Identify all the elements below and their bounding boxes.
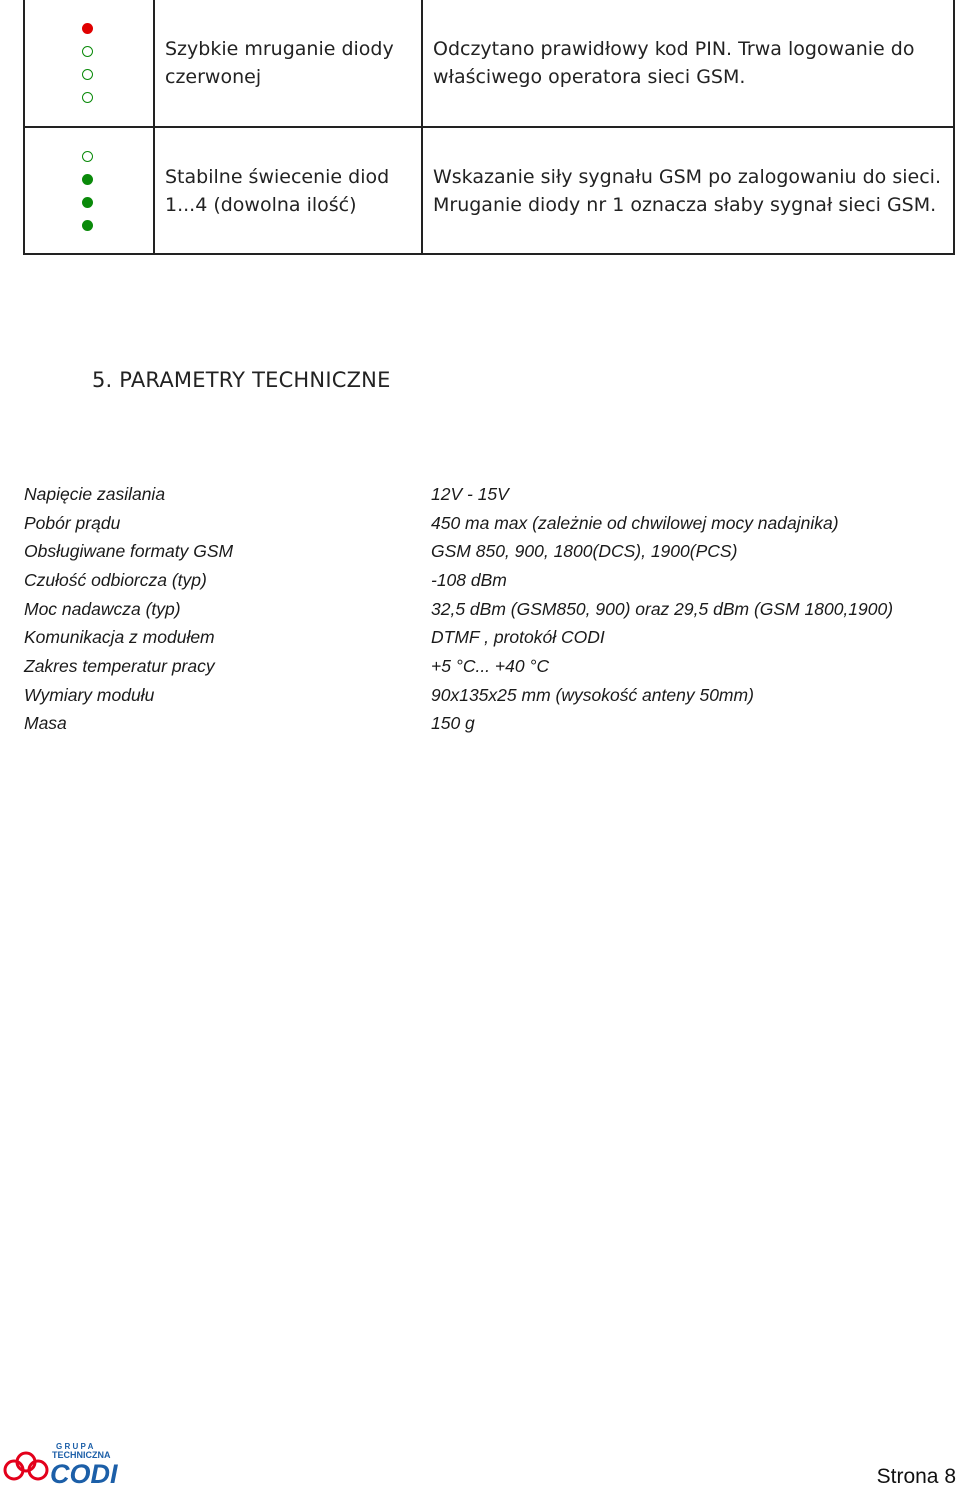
led-indicators: [25, 23, 153, 103]
led-status-table: [23, 0, 955, 255]
parameters-list: [24, 480, 954, 738]
parameter-row: [24, 710, 954, 739]
led-green-on-icon: [82, 197, 93, 208]
led-indicator-cell: [24, 0, 154, 127]
parameter-row: [24, 509, 954, 538]
logo-brand-text: CODI: [50, 1459, 118, 1486]
parameter-label: Pobór prądu: [24, 512, 121, 533]
table-row: [24, 127, 954, 254]
description-cell: [422, 127, 954, 254]
parameter-row: [24, 566, 954, 595]
parameter-label: Komunikacja z modułem: [24, 627, 215, 648]
led-off-icon: [82, 46, 93, 57]
logo-group-text: G R U P A: [56, 1442, 94, 1451]
codi-emblem-icon: [5, 1453, 47, 1479]
parameter-row: [24, 623, 954, 652]
parameter-value: GSM 850, 900, 1800(DCS), 1900(PCS): [431, 541, 738, 562]
led-off-icon: [82, 69, 93, 80]
description-text: Odczytano prawidłowy kod PIN. Trwa logowanie do właściwego operatora sieci GSM.: [433, 38, 915, 88]
led-indicators: [25, 151, 153, 231]
led-green-on-icon: [82, 220, 93, 231]
description-text: Wskazanie siły sygnału GSM po zalogowaniu do sieci. Mruganie diody nr 1 oznacza słaby sygnał sieci GSM.: [433, 165, 941, 216]
parameter-value: 32,5 dBm (GSM850, 900) oraz 29,5 dBm (GSM 1800,1900): [431, 598, 894, 619]
parameter-row: [24, 480, 954, 509]
parameter-value: DTMF , protokół CODI: [431, 627, 605, 648]
led-off-icon: [82, 92, 93, 103]
table-row: [24, 0, 954, 127]
section-title: 5. PARAMETRY TECHNICZNE: [92, 368, 391, 392]
parameter-row: [24, 652, 954, 681]
parameter-label: Moc nadawcza (typ): [24, 598, 181, 619]
parameter-row: [24, 681, 954, 710]
parameter-value: 150 g: [431, 713, 475, 734]
parameter-value: 450 ma max (zależnie od chwilowej mocy nadajnika): [431, 512, 839, 533]
parameter-label: Wymiary modułu: [24, 684, 155, 705]
parameter-label: Obsługiwane formaty GSM: [24, 541, 234, 562]
led-green-on-icon: [82, 174, 93, 185]
parameter-value: 12V - 15V: [431, 483, 509, 504]
parameter-label: Czułość odbiorcza (typ): [24, 569, 207, 590]
led-off-icon: [82, 151, 93, 162]
parameter-value: -108 dBm: [431, 569, 507, 590]
parameter-row: [24, 537, 954, 566]
state-text: Szybkie mruganie diody czerwonej: [165, 38, 394, 88]
parameter-value: +5 °C... +40 °C: [431, 655, 550, 676]
led-indicator-cell: [24, 127, 154, 254]
parameter-row: [24, 595, 954, 624]
logo-tagline-text: TECHNICZNA: [52, 1450, 111, 1460]
state-text: Stabilne świecenie diod 1...4 (dowolna ilość): [165, 165, 390, 216]
parameter-label: Zakres temperatur pracy: [24, 655, 215, 676]
parameter-label: Masa: [24, 713, 67, 734]
parameter-label: Napięcie zasilania: [24, 483, 166, 504]
codi-logo: [2, 1440, 152, 1486]
state-cell: [154, 0, 422, 127]
parameter-value: 90x135x25 mm (wysokość anteny 50mm): [431, 684, 754, 705]
description-cell: [422, 0, 954, 127]
state-cell: [154, 127, 422, 254]
led-red-on-icon: [82, 23, 93, 34]
page-number: Strona 8: [876, 1465, 956, 1488]
